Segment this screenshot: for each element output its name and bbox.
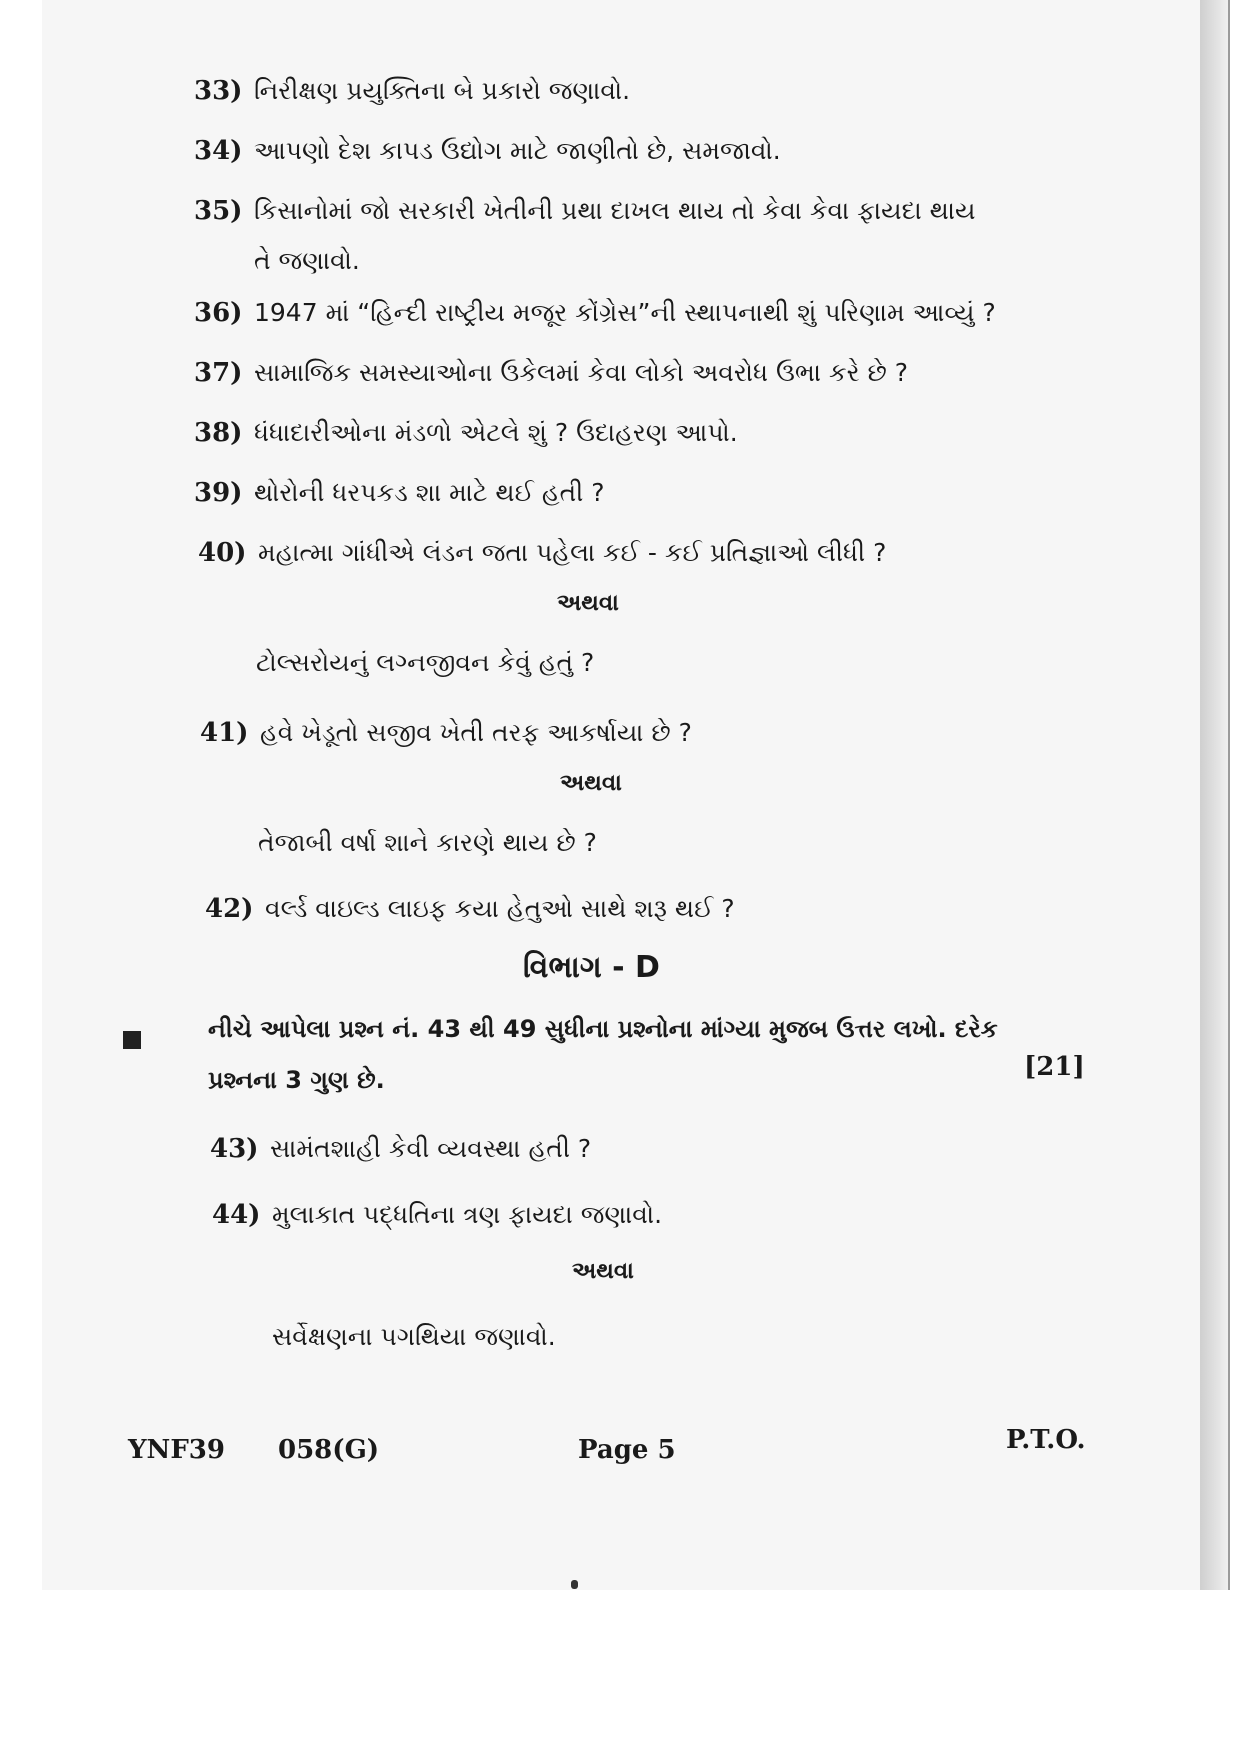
bullet-square-icon xyxy=(123,1031,141,1049)
question-text: 1947 માં “હિન્દી રાષ્ટ્રીય મજૂર કોંગ્રેસ”ની સ્થાપનાથી શું પરિણામ આવ્યું ? xyxy=(254,298,996,327)
question-number: 39) xyxy=(194,478,243,508)
question-text: સામંતશાહી કેવી વ્યવસ્થા હતી ? xyxy=(270,1134,592,1163)
question-text: ધંધાદારીઓના મંડળો એટલે શું ? ઉદાહરણ આપો. xyxy=(254,418,738,447)
question-text: આપણો દેશ કાપડ ઉદ્યોગ માટે જાણીતો છે, સમજાવો. xyxy=(254,136,781,165)
question-number: 41) xyxy=(200,718,249,748)
paper-sheet xyxy=(42,0,1230,1590)
footer-pto: P.T.O. xyxy=(1006,1425,1086,1455)
question-number: 36) xyxy=(194,298,243,328)
footer-page-number: Page 5 xyxy=(578,1435,676,1465)
alternative-question: સર્વેક્ષણના પગથિયા જણાવો. xyxy=(272,1322,556,1351)
question-number: 42) xyxy=(205,894,254,924)
alternative-question: તેજાબી વર્ષા શાને કારણે થાય છે ? xyxy=(258,828,597,857)
or-label: અથવા xyxy=(572,1258,634,1284)
paper-edge-shadow xyxy=(1200,0,1228,1590)
section-marks: [21] xyxy=(1024,1052,1085,1082)
footer-paper-code: 058(G) xyxy=(278,1435,380,1465)
question-text: થોરોની ધરપકડ શા માટે થઈ હતી ? xyxy=(254,478,605,507)
question-number: 35) xyxy=(194,196,243,226)
question-number: 37) xyxy=(194,358,243,388)
question-text: નિરીક્ષણ પ્રયુક્તિના બે પ્રકારો જણાવો. xyxy=(254,76,631,105)
question-number: 38) xyxy=(194,418,243,448)
question-number: 33) xyxy=(194,76,243,106)
question-text: સામાજિક સમસ્યાઓના ઉકેલમાં કેવા લોકો અવરોધ ઉભા કરે છે ? xyxy=(254,358,908,387)
or-label: અથવા xyxy=(560,770,622,796)
section-instruction-continued: પ્રશ્નના 3 ગુણ છે. xyxy=(208,1066,385,1094)
footer-code: YNF39 xyxy=(128,1435,225,1465)
scan-mark xyxy=(571,1580,578,1589)
question-number: 43) xyxy=(210,1134,259,1164)
question-number: 40) xyxy=(198,538,247,568)
question-number: 44) xyxy=(212,1200,261,1230)
question-number: 34) xyxy=(194,136,243,166)
question-text: મહાત્મા ગાંધીએ લંડન જતા પહેલા કઈ - કઈ પ્રતિજ્ઞાઓ લીધી ? xyxy=(258,538,887,567)
alternative-question: ટોલ્સરોયનું લગ્નજીવન કેવું હતું ? xyxy=(256,648,595,677)
question-text: હવે ખેડૂતો સજીવ ખેતી તરફ આકર્ષાયા છે ? xyxy=(260,718,692,747)
question-text-continued: તે જણાવો. xyxy=(254,246,360,275)
question-text: કિસાનોમાં જો સરકારી ખેતીની પ્રથા દાખલ થાય તો કેવા કેવા ફાયદા થાય xyxy=(254,196,976,225)
section-instruction: નીચે આપેલા પ્રશ્ન નં. 43 થી 49 સુધીના પ્રશ્નોના માંગ્યા મુજબ ઉત્તર લખો. દરેક xyxy=(208,1015,998,1043)
or-label: અથવા xyxy=(557,590,619,616)
question-text: વર્લ્ડ વાઇલ્ડ લાઇફ કયા હેતુઓ સાથે શરૂ થઈ ? xyxy=(265,894,735,923)
question-text: મુલાકાત પદ્ધતિના ત્રણ ફાયદા જણાવો. xyxy=(272,1200,663,1229)
section-heading: વિભાગ - D xyxy=(523,950,660,985)
